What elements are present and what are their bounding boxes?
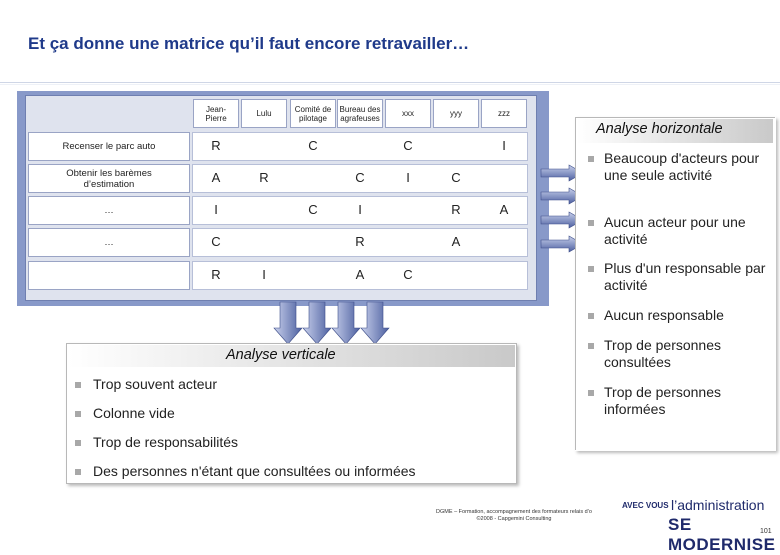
matrix-header-5: yyy xyxy=(433,99,479,128)
analyse-horizontale-title: Analyse horizontale xyxy=(596,121,723,137)
matrix-row-label: Obtenir les barèmes d’estimation xyxy=(28,164,190,193)
analyse-horizontale-item: Aucun responsable xyxy=(604,307,724,323)
bullet-icon xyxy=(588,390,594,396)
matrix-row-label: … xyxy=(28,228,190,257)
footer-line-2: ©2008 - Capgemini Consulting xyxy=(476,516,552,522)
brand-line-1: l’administration xyxy=(671,497,765,513)
matrix-cell: C xyxy=(308,202,318,217)
analyse-verticale-title: Analyse verticale xyxy=(226,347,336,363)
analyse-horizontale-item: Beaucoup d'acteurs pour une seule activité xyxy=(604,150,760,183)
matrix-cell: A xyxy=(451,234,461,249)
bullet-icon xyxy=(75,382,81,388)
arrow-down-icon xyxy=(332,302,360,344)
matrix-cell: I xyxy=(406,170,410,185)
analyse-horizontale-item: Plus d'un responsable par activité xyxy=(604,260,766,293)
matrix-cell: C xyxy=(403,267,413,282)
page-number: 101 xyxy=(760,528,772,535)
matrix-cell: R xyxy=(211,267,221,282)
matrix-header-6: zzz xyxy=(481,99,527,128)
matrix-header-2: Comité de pilotage xyxy=(290,99,336,128)
matrix-row-label: … xyxy=(28,196,190,225)
arrow-down-icon xyxy=(361,302,389,344)
footer-line-1: DGME – Formation, accompagnement des formateurs relais d’o xyxy=(436,509,592,515)
matrix-cell: C xyxy=(211,234,221,249)
matrix-cell: C xyxy=(451,170,461,185)
matrix-cell: A xyxy=(499,202,509,217)
bullet-icon xyxy=(75,469,81,475)
matrix-header-4: xxx xyxy=(385,99,431,128)
bullet-icon xyxy=(75,440,81,446)
analyse-verticale-item: Trop souvent acteur xyxy=(93,376,217,392)
footer-credits xyxy=(405,509,623,523)
matrix-cell: C xyxy=(403,138,413,153)
matrix-row-label: Recenser le parc auto xyxy=(28,132,190,161)
matrix-header-0: Jean- Pierre xyxy=(193,99,239,128)
matrix-cell: A xyxy=(211,170,221,185)
bullet-icon xyxy=(588,343,594,349)
matrix-cell: I xyxy=(502,138,506,153)
analyse-horizontale-item: Trop de personnes informées xyxy=(604,384,721,417)
arrow-down-icon xyxy=(274,302,302,344)
brand-tagline: AVEC VOUS xyxy=(622,501,669,510)
matrix-cell: C xyxy=(308,138,318,153)
bullet-icon xyxy=(75,411,81,417)
matrix-cell: I xyxy=(262,267,266,282)
page-title: Et ça donne une matrice qu’il faut encore retravailler… xyxy=(28,34,470,53)
analyse-verticale-item: Trop de responsabilités xyxy=(93,434,239,450)
matrix-header-1: Lulu xyxy=(241,99,287,128)
matrix-cell: R xyxy=(355,234,365,249)
matrix-header-3: Bureau des agrafeuses xyxy=(337,99,383,128)
matrix-row-label xyxy=(28,261,190,290)
matrix-cell: I xyxy=(214,202,218,217)
matrix-cell: A xyxy=(355,267,365,282)
bullet-icon xyxy=(588,156,594,162)
bullet-icon xyxy=(588,266,594,272)
title-divider xyxy=(0,82,780,83)
matrix-cell: R xyxy=(211,138,221,153)
analyse-verticale-item: Colonne vide xyxy=(93,405,175,421)
matrix-row xyxy=(192,132,528,161)
matrix-cell: R xyxy=(259,170,269,185)
matrix-cell: I xyxy=(358,202,362,217)
bullet-icon xyxy=(588,313,594,319)
title-divider-shadow xyxy=(0,84,780,85)
analyse-verticale-item: Des personnes n'étant que consultées ou informées xyxy=(93,463,416,479)
analyse-horizontale-item: Trop de personnes consultées xyxy=(604,337,721,370)
brand-line-2: SE MODERNISE xyxy=(668,515,776,554)
analyse-horizontale-item: Aucun acteur pour une activité xyxy=(604,214,746,247)
arrow-down-icon xyxy=(303,302,331,344)
matrix-cell: R xyxy=(451,202,461,217)
matrix-cell: C xyxy=(355,170,365,185)
bullet-icon xyxy=(588,220,594,226)
